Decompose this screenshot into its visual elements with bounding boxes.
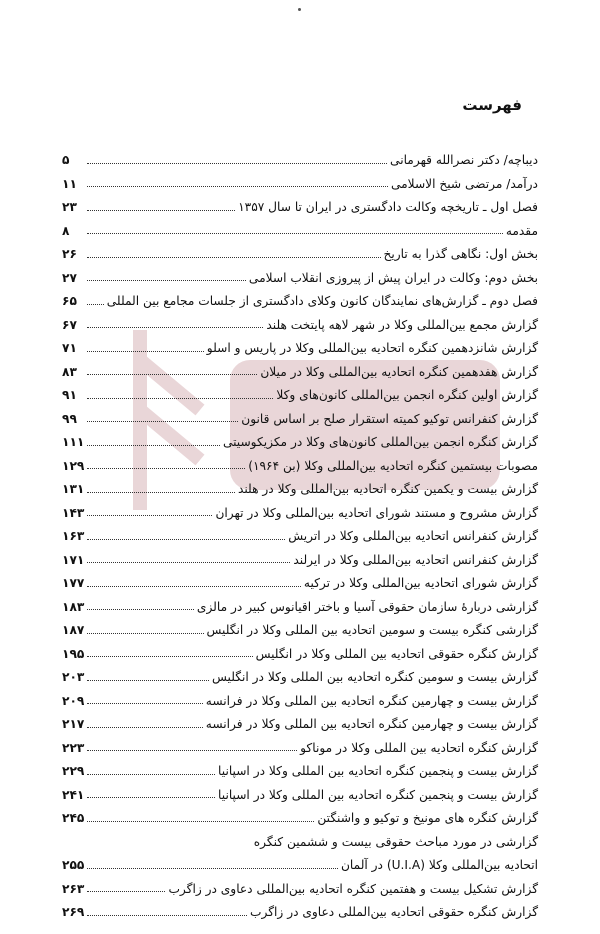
toc-entry[interactable] — [62, 402, 538, 426]
dot-leader — [87, 468, 245, 469]
toc-entry-page-number: ۱۴۳ — [62, 505, 85, 520]
toc-entry-title: گزارش تشکیل بیست و هفتمین کنگره اتحادیه بین‌المللی دعاوی در زاگرب — [168, 881, 538, 896]
toc-entry[interactable] — [62, 707, 538, 731]
toc-entry[interactable] — [62, 825, 538, 849]
toc-entry[interactable] — [62, 895, 538, 919]
toc-entry-page-number: ۸۳ — [62, 364, 77, 379]
toc-entry-page-number: ۲۴۱ — [62, 787, 85, 802]
toc-entry-title: درآمد/ مرتضی شیخ الاسلامی — [391, 176, 538, 191]
dot-leader — [87, 915, 247, 916]
dot-leader — [87, 304, 104, 305]
dot-leader — [87, 774, 215, 775]
toc-entry-title: گزارش بیست و پنجمین کنگره اتحادیه بین المللی وکلا در اسپانیا — [218, 787, 538, 802]
toc-entry-page-number: ۹۱ — [62, 388, 77, 403]
toc-entry-title: گزارش مجمع بین‌المللی وکلا در شهر لاهه پایتخت هلند — [266, 317, 538, 332]
toc-entry-title: گزارشی در مورد مباحث حقوقی بیست و ششمین کنگره — [253, 834, 538, 849]
toc-entry-page-number: ۸ — [62, 223, 70, 238]
toc-entry-title: گزارش کنگره اتحادیه بین المللی وکلا در موناکو — [300, 740, 538, 755]
toc-entry[interactable] — [62, 237, 538, 261]
toc-entry[interactable] — [62, 496, 538, 520]
page-title: فهرست — [462, 96, 522, 114]
toc-entry-title: گزارش کنگره های مونیخ و توکیو و واشنگتن — [317, 811, 538, 826]
toc-entry[interactable] — [62, 684, 538, 708]
dot-leader — [87, 163, 387, 164]
toc-entry-title: مصوبات بیستمین کنگره اتحادیه بین‌المللی وکلا (بن ۱۹۶۴) — [248, 458, 538, 473]
dot-leader — [87, 797, 215, 798]
toc-entry[interactable] — [62, 472, 538, 496]
dot-leader — [87, 680, 209, 681]
toc-entry-page-number: ۱۶۳ — [62, 529, 85, 544]
toc-entry-title: بخش دوم: وکالت در ایران پیش از پیروزی انقلاب اسلامی — [248, 270, 538, 285]
toc-entry[interactable] — [62, 590, 538, 614]
toc-entry-title: گزارش کنگره حقوقی اتحادیه بین المللی وکلا در انگلیس — [255, 646, 538, 661]
toc-entry[interactable] — [62, 543, 538, 567]
dot-leader — [87, 210, 235, 211]
toc-entry-title: بخش اول: نگاهی گذرا به تاریخ — [383, 247, 538, 262]
toc-entry-page-number: ۲۶۹ — [62, 905, 85, 920]
page-mark — [298, 8, 301, 11]
toc-entry[interactable] — [62, 519, 538, 543]
dot-leader — [87, 609, 194, 610]
toc-entry-page-number: ۲۰۹ — [62, 693, 85, 708]
toc-entry-title: گزارش بیست و یکمین کنگره اتحادیه بین‌المللی وکلا در هلند — [237, 482, 538, 497]
toc-entry-title: گزارش کنفرانس اتحادیه بین‌المللی وکلا در اتریش — [288, 529, 538, 544]
dot-leader — [87, 327, 263, 328]
toc-entry-title: گزارش بیست و سومین کنگره اتحادیه بین المللی وکلا در انگلیس — [212, 670, 538, 685]
toc-entry[interactable] — [62, 261, 538, 285]
toc-entry[interactable] — [62, 449, 538, 473]
dot-leader — [87, 186, 388, 187]
toc-entry-title: گزارش کنفرانس اتحادیه بین‌المللی وکلا در ایرلند — [293, 552, 538, 567]
toc-entry[interactable] — [62, 355, 538, 379]
toc-entry[interactable] — [62, 167, 538, 191]
dot-leader — [87, 821, 314, 822]
toc-entry-title: فصل دوم ـ گزارش‌های نمایندگان کانون وکلای دادگستری از جلسات مجامع بین المللی — [106, 294, 538, 309]
toc-entry-page-number: ۱۸۷ — [62, 623, 85, 638]
toc-entry-page-number: ۲۴۵ — [62, 811, 85, 826]
toc-entry-page-number: ۱۷۷ — [62, 576, 85, 591]
toc-entry-page-number: ۱۹۵ — [62, 646, 85, 661]
toc-entry-page-number: ۱۱ — [62, 176, 77, 191]
toc-entry-page-number: ۱۸۳ — [62, 599, 85, 614]
toc-entry-title: گزارشی کنگره بیست و سومین اتحادیه بین المللی وکلا در انگلیس — [206, 623, 538, 638]
toc-entry-page-number: ۱۳۱ — [62, 482, 85, 497]
toc-entry-page-number: ۲۲۳ — [62, 740, 85, 755]
toc-entry[interactable] — [62, 778, 538, 802]
dot-leader — [87, 421, 238, 422]
toc-entry-title: گزارش هفدهمین کنگره اتحادیه بین‌المللی وکلا در میلان — [260, 364, 538, 379]
toc-entry[interactable] — [62, 566, 538, 590]
toc-entry-title: اتحادیه بین‌المللی وکلا (U.I.A) در آلمان — [340, 858, 538, 873]
toc-entry[interactable] — [62, 637, 538, 661]
toc-entry-title: گزارش بیست و چهارمین کنگره اتحادیه بین المللی وکلا در فرانسه — [205, 693, 538, 708]
toc-entry-page-number: ۲۵۵ — [62, 858, 85, 873]
toc-entry-page-number: ۲۷ — [62, 270, 77, 285]
toc-entry[interactable] — [62, 308, 538, 332]
toc-entry-page-number: ۲۶ — [62, 247, 77, 262]
toc-entry-page-number: ۲۶۳ — [62, 881, 85, 896]
dot-leader — [87, 727, 202, 728]
toc-entry-title: گزارش مشروح و مستند شورای اتحادیه بین‌المللی وکلا در تهران — [215, 505, 538, 520]
table-of-contents — [62, 143, 538, 919]
toc-entry[interactable] — [62, 731, 538, 755]
toc-entry[interactable] — [62, 801, 538, 825]
dot-leader — [87, 233, 503, 234]
toc-entry[interactable] — [62, 660, 538, 684]
toc-entry[interactable] — [62, 872, 538, 896]
toc-entry[interactable] — [62, 331, 538, 355]
dot-leader — [87, 586, 301, 587]
toc-entry[interactable] — [62, 613, 538, 637]
dot-leader — [87, 492, 235, 493]
toc-entry-title: گزارش شورای اتحادیه بین‌المللی وکلا در ترکیه — [303, 576, 538, 591]
dot-leader — [87, 562, 290, 563]
dot-leader — [87, 539, 285, 540]
toc-entry-page-number: ۲۱۷ — [62, 717, 85, 732]
toc-entry-title: گزارش کنگره حقوقی اتحادیه بین‌المللی دعاوی در زاگرب — [250, 905, 538, 920]
toc-entry[interactable] — [62, 143, 538, 167]
dot-leader — [87, 868, 338, 869]
toc-entry-page-number: ۹۹ — [62, 411, 77, 426]
toc-entry-title: گزارش کنگره انجمن بین‌المللی کانون‌های وکلا در مکزیکوسیتی — [222, 435, 538, 450]
toc-entry-title: گزارش شانزدهمین کنگره اتحادیه بین‌المللی وکلا در پاریس و اسلو — [206, 341, 538, 356]
toc-entry-page-number: ۱۷۱ — [62, 552, 85, 567]
toc-entry-page-number: ۱۲۹ — [62, 458, 85, 473]
dot-leader — [87, 891, 165, 892]
toc-entry-title: دیباچه/ دکتر نصرالله قهرمانی — [390, 153, 538, 168]
toc-entry-page-number: ۲۳ — [62, 200, 77, 215]
toc-entry-title: گزارش بیست و پنجمین کنگره اتحادیه بین المللی وکلا در اسپانیا — [218, 764, 538, 779]
toc-entry[interactable] — [62, 214, 538, 238]
toc-entry-page-number: ۲۲۹ — [62, 764, 85, 779]
dot-leader — [87, 280, 246, 281]
toc-entry[interactable] — [62, 425, 538, 449]
dot-leader — [87, 374, 257, 375]
toc-entry-title: فصل اول ـ تاریخچه وکالت دادگستری در ایران تا سال ۱۳۵۷ — [238, 200, 538, 215]
dot-leader — [87, 445, 220, 446]
toc-entry[interactable] — [62, 190, 538, 214]
dot-leader — [87, 398, 273, 399]
toc-entry-title: مقدمه — [505, 223, 538, 238]
toc-entry-title: گزارشی دربارهٔ سازمان حقوقی آسیا و باختر اقیانوس کبیر در مالزی — [196, 599, 538, 614]
toc-entry[interactable] — [62, 848, 538, 872]
dot-leader — [87, 351, 204, 352]
toc-entry-page-number: ۵ — [62, 153, 70, 168]
toc-entry-title: گزارش بیست و چهارمین کنگره اتحادیه بین المللی وکلا در فرانسه — [205, 717, 538, 732]
dot-leader — [87, 257, 381, 258]
toc-entry-title: گزارش کنفرانس توکیو کمیته استقرار صلح بر اساس قانون — [241, 411, 538, 426]
toc-entry-page-number: ۶۵ — [62, 294, 77, 309]
toc-entry-page-number: ۲۰۳ — [62, 670, 85, 685]
dot-leader — [87, 515, 212, 516]
dot-leader — [87, 750, 297, 751]
dot-leader — [87, 703, 202, 704]
dot-leader — [87, 656, 252, 657]
toc-entry-page-number: ۱۱۱ — [62, 435, 85, 450]
toc-entry[interactable] — [62, 378, 538, 402]
toc-entry-title: گزارش اولین کنگره انجمن بین‌المللی کانون‌های وکلا — [276, 388, 538, 403]
toc-entry-page-number: ۶۷ — [62, 317, 77, 332]
toc-entry[interactable] — [62, 284, 538, 308]
toc-entry-page-number: ۷۱ — [62, 341, 77, 356]
dot-leader — [87, 633, 203, 634]
toc-entry[interactable] — [62, 754, 538, 778]
